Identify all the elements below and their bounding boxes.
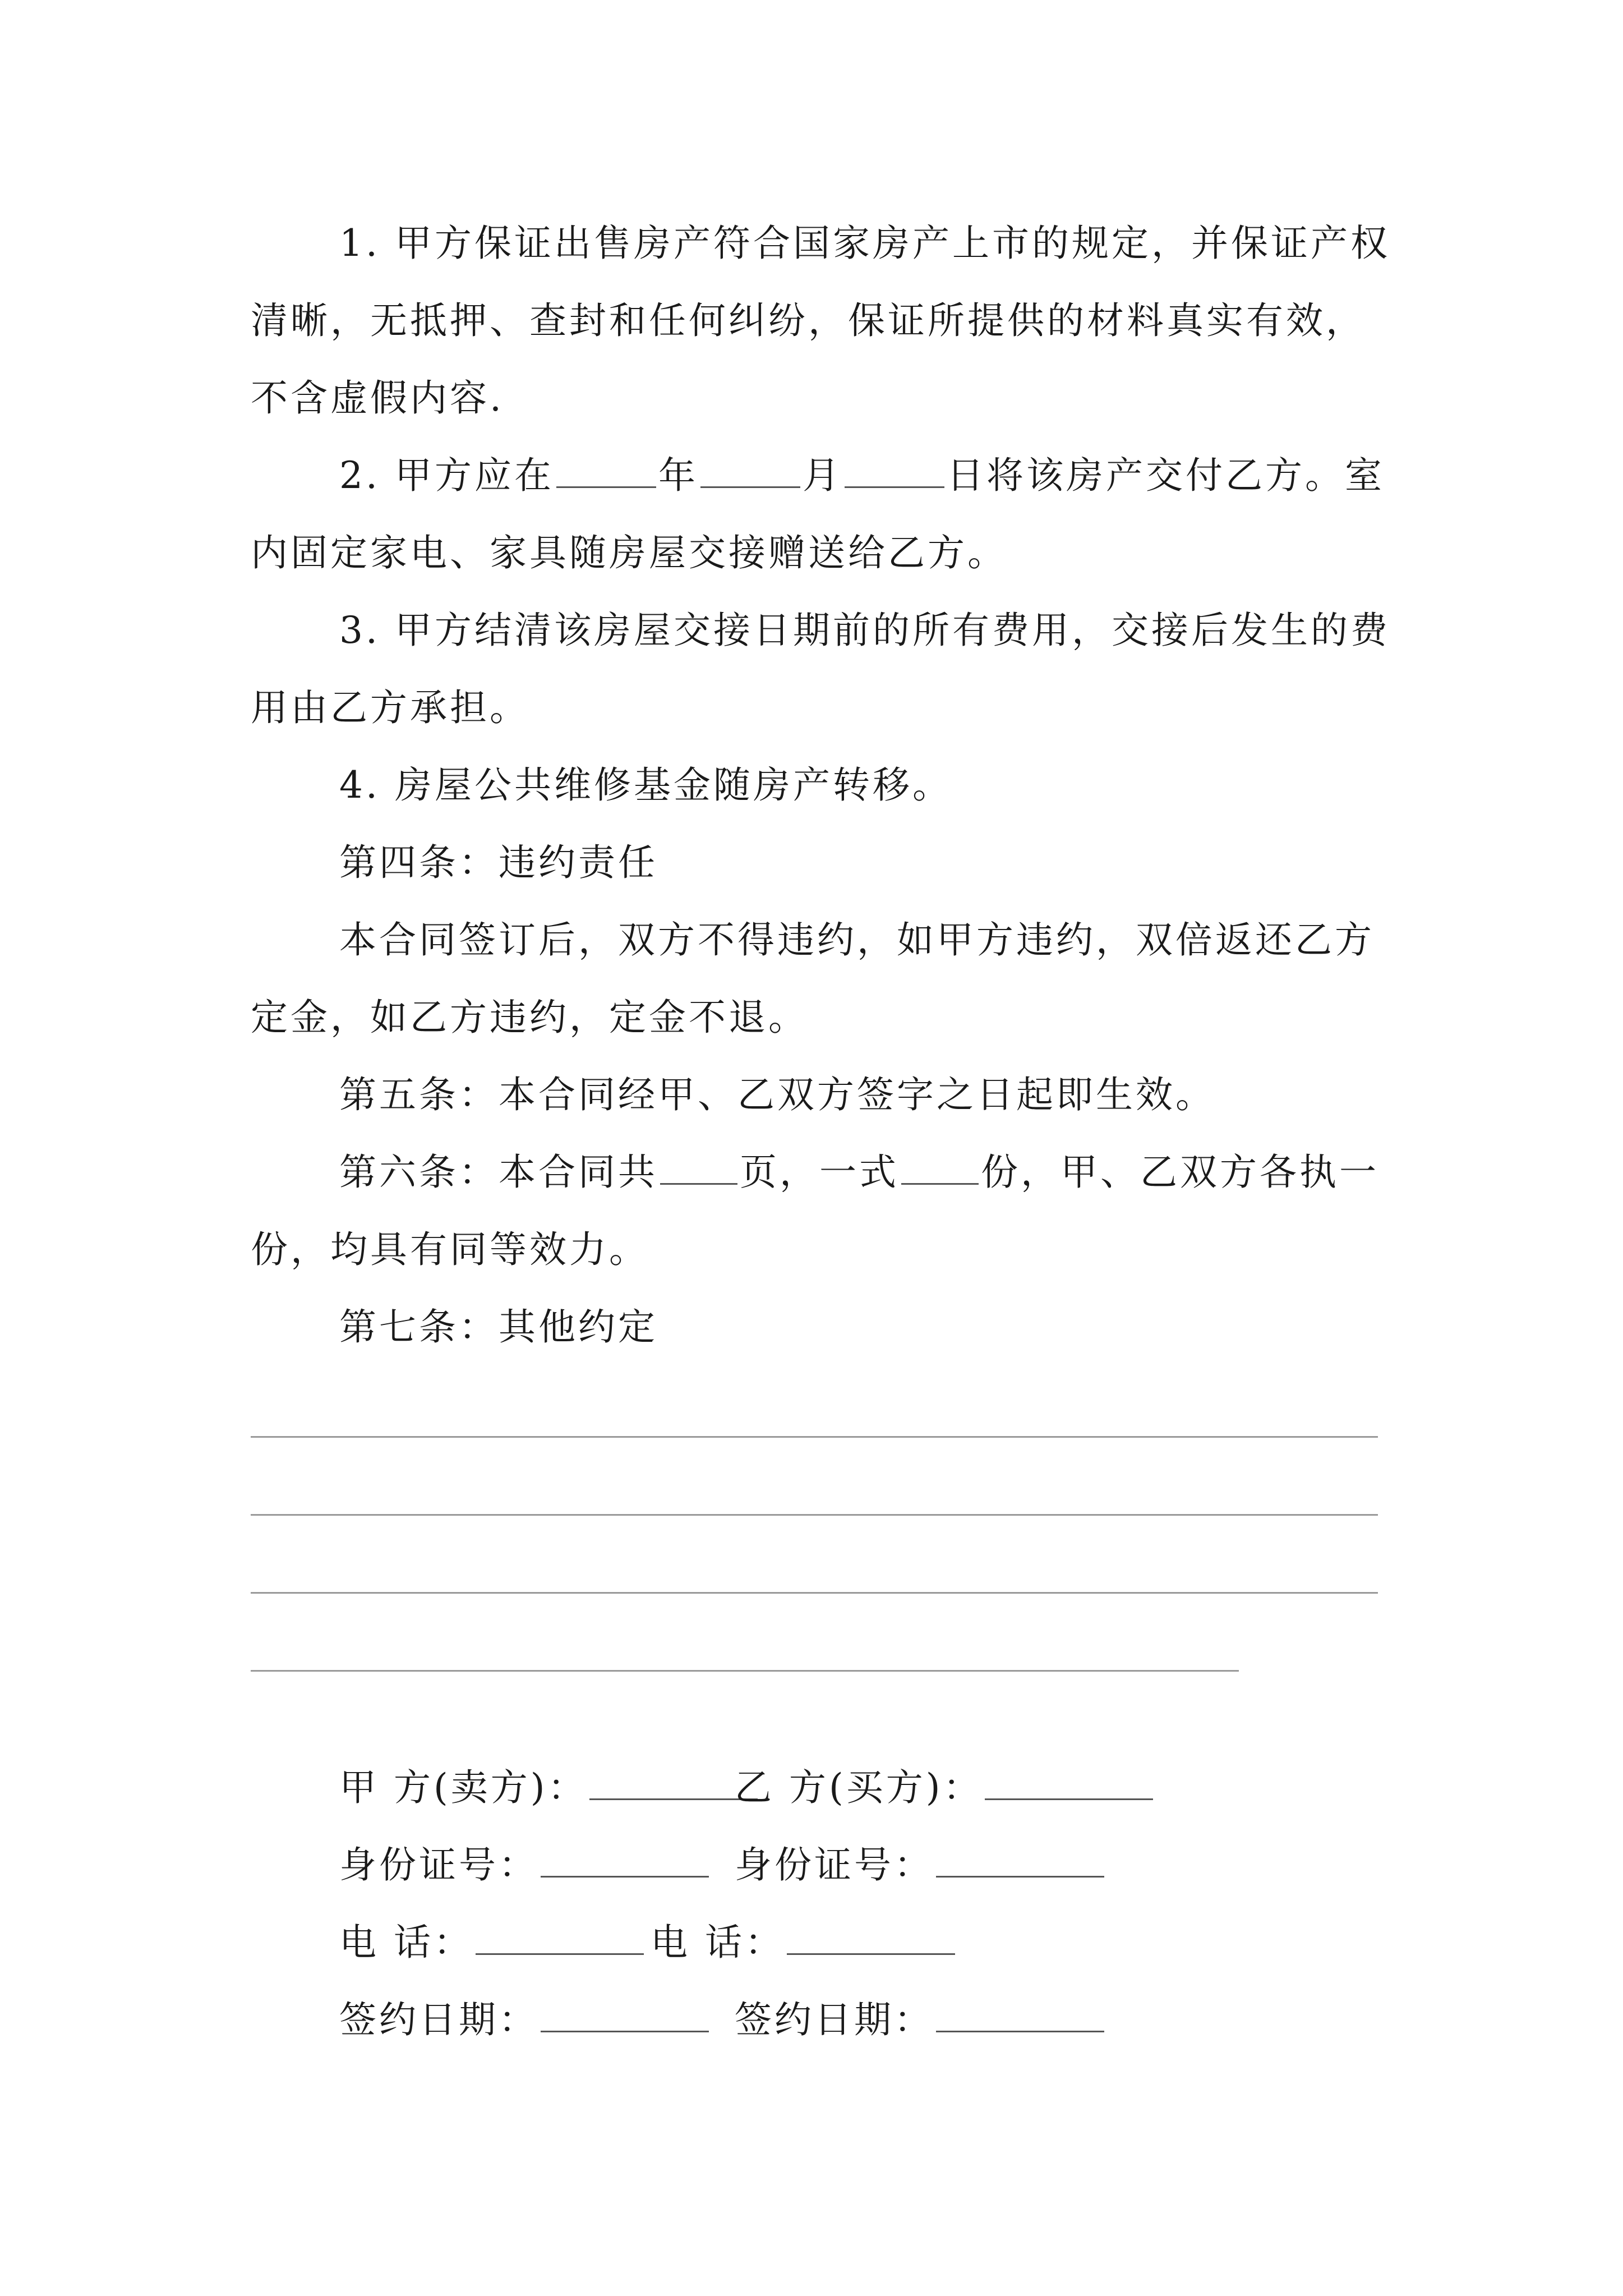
other-terms-lines: [251, 1436, 1378, 1748]
phone-row: [339, 1904, 1405, 1981]
signature-block: [339, 1749, 1405, 2059]
date-a-label: 签约日期：: [339, 1998, 538, 2041]
article-5-text: 第五条：本合同经甲、乙双方签字之日起即生效。: [339, 1073, 1215, 1116]
party-row: [339, 1749, 1405, 1826]
clause-1-text: 1. 甲方保证出售房产符合国家房产上市的规定，并保证产权清晰，无抵押、查封和任何纠纷，保证所提供的材料真实有效，不含虚假内容.: [251, 222, 1390, 420]
clause-4: [251, 747, 1395, 824]
blank-line[interactable]: [251, 1592, 1378, 1594]
clause-2: [251, 437, 1395, 592]
phone-a-blank[interactable]: [476, 1916, 644, 1955]
article-6-text-c: 份，甲、乙双方各执一份，均具有同等效力。: [251, 1151, 1379, 1271]
party-a-label: 甲 方(卖方)：: [339, 1766, 588, 1809]
id-b-label: 身份证号：: [735, 1843, 934, 1887]
phone-b-cell: [651, 1904, 957, 1981]
party-b-cell: [735, 1749, 1155, 1826]
blank-line[interactable]: [251, 1514, 1378, 1516]
phone-a-label: 电 话：: [339, 1921, 473, 1964]
party-b-label: 乙 方(买方)：: [735, 1766, 983, 1809]
article-4-body: [251, 901, 1395, 1056]
blank-line[interactable]: [251, 1670, 1239, 1672]
party-b-blank[interactable]: [985, 1761, 1153, 1800]
copies-blank[interactable]: [901, 1146, 979, 1185]
id-a-cell: [339, 1826, 735, 1904]
clause-2-month-label: 月: [802, 454, 842, 497]
article-6-text-b: 页，一式: [740, 1151, 899, 1194]
date-a-blank[interactable]: [541, 1994, 709, 2032]
id-a-blank[interactable]: [541, 1839, 709, 1878]
phone-b-blank[interactable]: [787, 1916, 955, 1955]
date-row: [339, 1981, 1405, 2059]
id-b-cell: [735, 1826, 1106, 1904]
clause-1: [251, 205, 1395, 437]
id-b-blank[interactable]: [936, 1839, 1104, 1878]
year-blank[interactable]: [556, 449, 656, 488]
article-7-heading: [251, 1289, 1395, 1366]
day-blank[interactable]: [845, 449, 944, 488]
date-a-cell: [339, 1981, 735, 2059]
clause-2-year-label: 年: [658, 454, 698, 497]
clause-2-text-d: 日将该房产交付乙方。室内固定家电、家具随房屋交接赠送给乙方。: [251, 454, 1385, 574]
id-row: [339, 1826, 1405, 1904]
clause-2-text-a: 2. 甲方应在: [339, 454, 554, 497]
pages-blank[interactable]: [660, 1146, 737, 1185]
date-b-blank[interactable]: [936, 1994, 1104, 2032]
clause-4-text: 4. 房屋公共维修基金随房产转移。: [339, 763, 952, 807]
article-4-heading: [251, 824, 1395, 901]
article-4-body-text: 本合同签订后，双方不得违约，如甲方违约，双倍返还乙方定金，如乙方违约，定金不退。: [251, 918, 1375, 1039]
date-b-cell: [735, 1981, 1106, 2059]
month-blank[interactable]: [700, 449, 800, 488]
date-b-label: 签约日期：: [735, 1998, 934, 2041]
article-6-text-a: 第六条：本合同共: [339, 1151, 658, 1194]
party-a-blank[interactable]: [589, 1761, 758, 1800]
contract-body: [251, 205, 1395, 1366]
clause-3: [251, 592, 1395, 747]
blank-line[interactable]: [251, 1436, 1378, 1438]
article-6: [251, 1134, 1395, 1289]
article-7-heading-text: 第七条：其他约定: [339, 1305, 658, 1349]
article-4-heading-text: 第四条：违约责任: [339, 841, 658, 884]
article-5: [251, 1056, 1395, 1134]
phone-a-cell: [339, 1904, 651, 1981]
id-a-label: 身份证号：: [339, 1843, 538, 1887]
party-a-cell: [339, 1749, 735, 1826]
phone-b-label: 电 话：: [651, 1921, 785, 1964]
clause-3-text: 3. 甲方结清该房屋交接日期前的所有费用，交接后发生的费用由乙方承担。: [251, 609, 1390, 729]
